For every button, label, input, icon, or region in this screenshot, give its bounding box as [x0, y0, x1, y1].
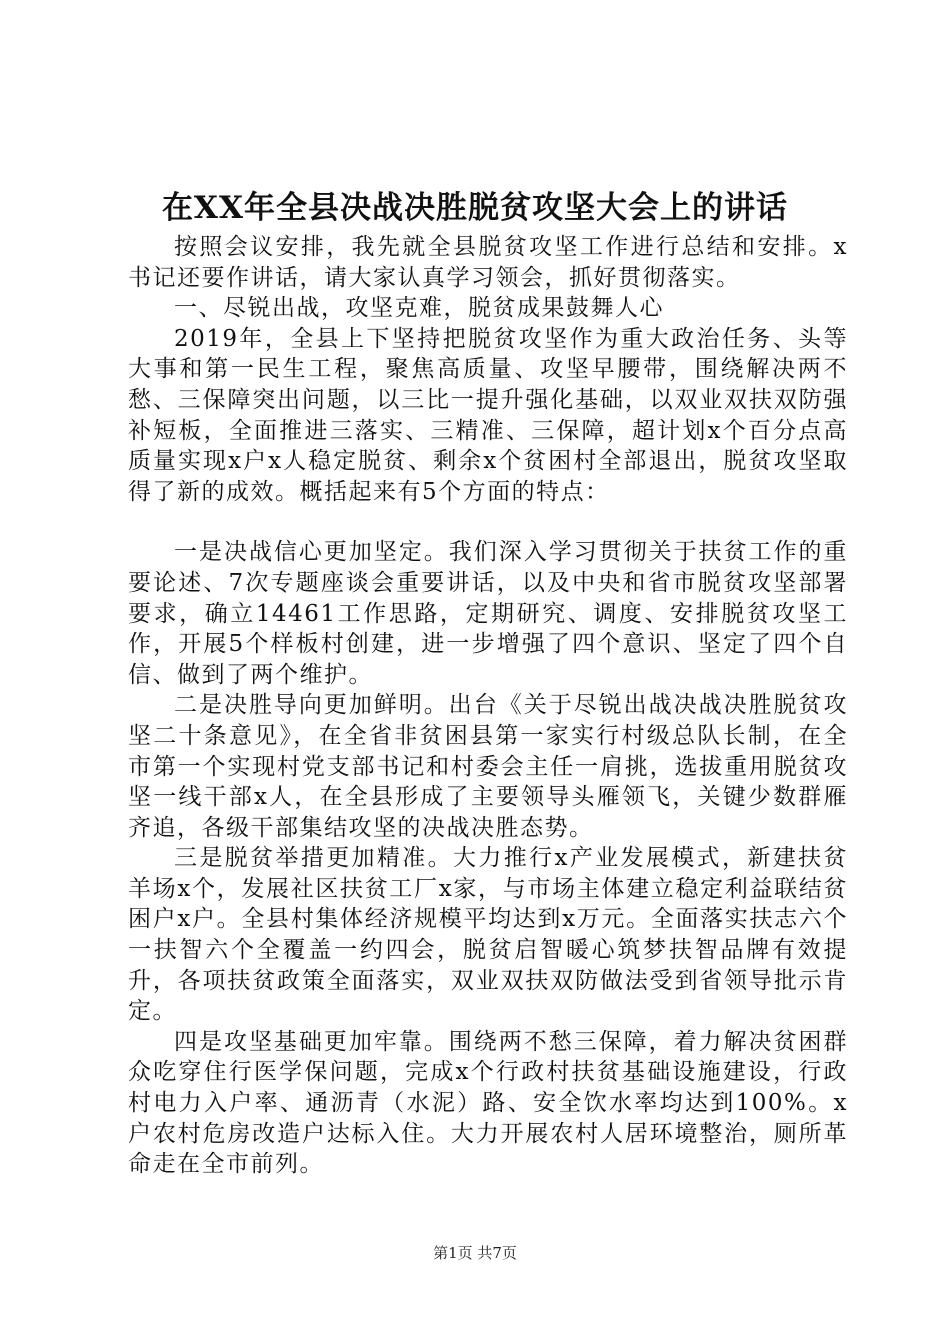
paragraph-point-2: 二是决胜导向更加鲜明。出台《关于尽锐出战决战决胜脱贫攻坚二十条意见》，在全省非贫困县第一家实行村级总队长制，在全市第一个实现村党支部书记和村委会主任一肩挑，选拔重用脱贫攻坚一线干部x人，在全县形成了主要领导头雁领飞，关键少数群雁齐追，各级干部集结攻坚的决战决胜态势。	[128, 692, 848, 841]
paragraph-point-4: 四是攻坚基础更加牢靠。围绕两不愁三保障，着力解决贫困群众吃穿住行医学保问题，完成x个行政村扶贫基础设施建设，行政村电力入户率、通沥青（水泥）路、安全饮水率均达到100%。x户农村危房改造户达标入住。大力开展农村人居环境整治，厕所革命走在全市前列。	[128, 1028, 848, 1178]
section-heading: 一、尽锐出战，攻坚克难，脱贫成果鼓舞人心	[174, 295, 664, 322]
paragraph-point-3: 三是脱贫举措更加精准。大力推行x产业发展模式，新建扶贫羊场x个，发展社区扶贫工厂x家，与市场主体建立稳定利益联结贫困户x户。全县村集体经济规模平均达到x万元。全面落实扶志六个一扶智六个全覆盖一约四会，脱贫启智暖心筑梦扶智品牌有效提升，各项扶贫政策全面落实，双业双扶双防做法受到省领导批示肯定。	[128, 845, 848, 1025]
document-title: 在XX年全县决战决胜脱贫攻坚大会上的讲话	[161, 190, 789, 226]
page-number-footer: 第1页 共7页	[433, 1244, 517, 1262]
document-body	[128, 210, 848, 1180]
paragraph-intro: 按照会议安排，我先就全县脱贫攻坚工作进行总结和安排。x书记还要作讲话，请大家认真学习领会，抓好贯彻落实。	[128, 234, 848, 291]
paragraph-summary: 2019年，全县上下坚持把脱贫攻坚作为重大政治任务、头等大事和第一民生工程，聚焦高质量、攻坚早腰带，围绕解决两不愁、三保障突出问题，以三比一提升强化基础，以双业双扶双防强补短板，全面推进三落实、三精准、三保障，超计划x个百分点高质量实现x户x人稳定脱贫、剩余x个贫困村全部退出，脱贫攻坚取得了新的成效。概括起来有5个方面的特点：	[128, 325, 848, 505]
paragraph-point-1: 一是决战信心更加坚定。我们深入学习贯彻关于扶贫工作的重要论述、7次专题座谈会重要讲话，以及中央和省市脱贫攻坚部署要求，确立14461工作思路，定期研究、调度、安排脱贫攻坚工作，开展5个样板村创建，进一步增强了四个意识、坚定了四个自信、做到了两个维护。	[128, 539, 848, 688]
